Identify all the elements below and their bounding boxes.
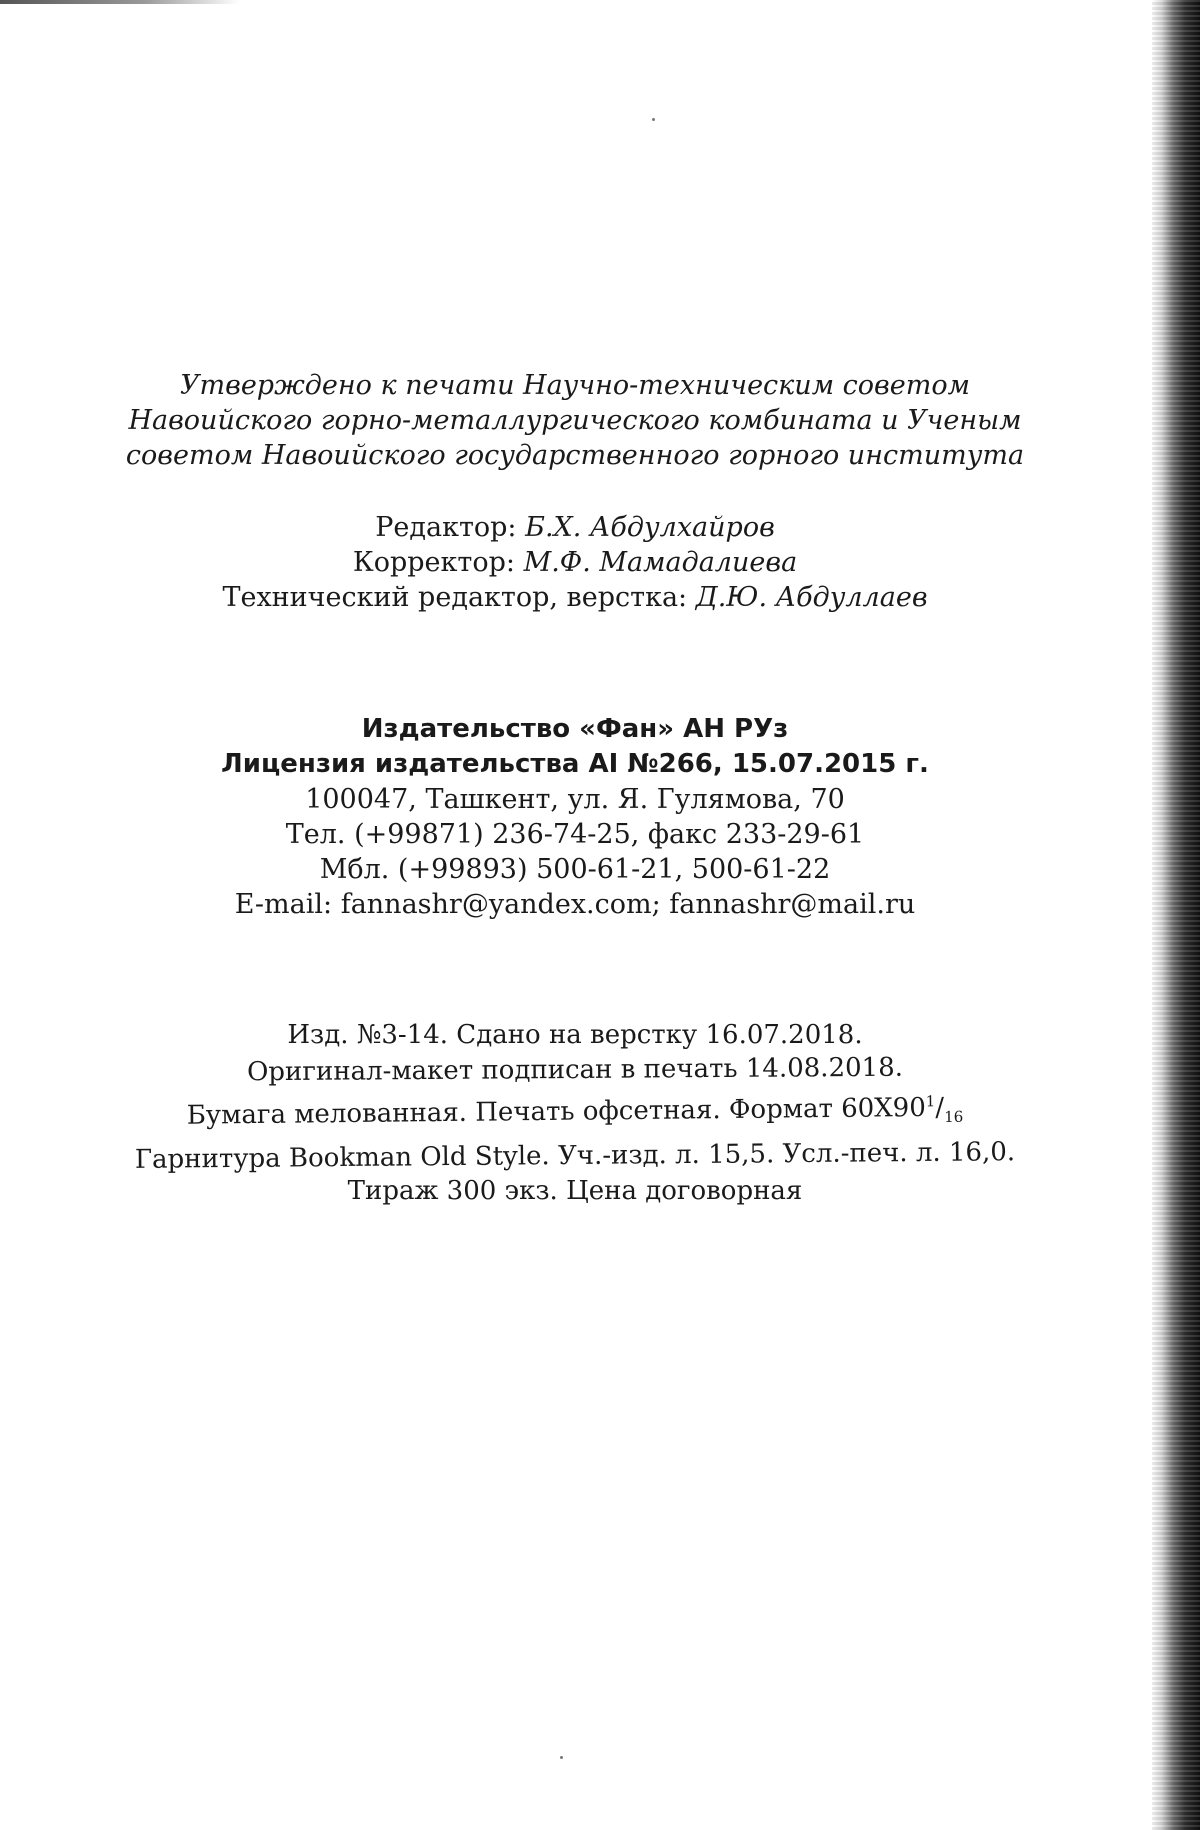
publisher-email: E-mail: fannashr@yandex.com; fannashr@mail.ru (234, 889, 916, 920)
editor-role: Редактор: (375, 512, 517, 543)
scan-speck (560, 1756, 563, 1759)
publisher-info (0, 712, 1150, 922)
publisher-address: 100047, Ташкент, ул. Я. Гулямова, 70 (305, 784, 845, 815)
format-denominator: 16 (944, 1107, 964, 1126)
corrector-role: Корректор: (352, 547, 515, 578)
publisher-name: Издательство «Фан» АН РУз (361, 714, 789, 744)
print-line-edition: Изд. №3-14. Сдано на верстку 16.07.2018. (287, 1020, 863, 1050)
publisher-mobile: Мбл. (+99893) 500-61-21, 500-61-22 (319, 854, 831, 885)
page-edge-texture (1152, 0, 1200, 1830)
scan-artifact-top (0, 0, 240, 4)
corrector-line (0, 545, 1150, 580)
credits (0, 510, 1150, 615)
format-separator: / (935, 1092, 945, 1123)
print-details (0, 1018, 1150, 1209)
print-line-circulation: Тираж 300 экз. Цена договорная (347, 1175, 803, 1206)
editor-name: Б.Х. Абдулхайров (525, 512, 775, 543)
corrector-name: М.Ф. Мамадалиева (523, 547, 798, 578)
approval-line: Утверждено к печати Научно-техническим советом (180, 370, 970, 401)
tech-editor-role: Технический редактор, верстка: (222, 582, 688, 613)
tech-editor-name: Д.Ю. Абдуллаев (695, 582, 928, 613)
approval-line: советом Навоийского государственного горного института (125, 440, 1025, 471)
paper-format-text: Бумага мелованная. Печать офсетная. Формат 60Х90 (186, 1092, 926, 1131)
approval-line: Навоийского горно-металлургического комбината и Ученым (128, 405, 1022, 436)
print-line-typeface: Гарнитура Bookman Old Style. Уч.-изд. л. 15,5. Усл.-печ. л. 16,0. (134, 1137, 1016, 1175)
format-numerator: 1 (925, 1092, 936, 1111)
approval-statement (0, 368, 1150, 473)
tech-editor-line (0, 580, 1150, 615)
publisher-phone: Тел. (+99871) 236-74-25, факс 233-29-61 (285, 819, 865, 850)
publisher-license: Лицензия издательства AI №266, 15.07.2015 г. (221, 749, 929, 779)
print-line-signed: Оригинал-макет подписан в печать 14.08.2018. (246, 1052, 904, 1088)
scan-speck (652, 118, 655, 121)
editor-line (0, 510, 1150, 545)
